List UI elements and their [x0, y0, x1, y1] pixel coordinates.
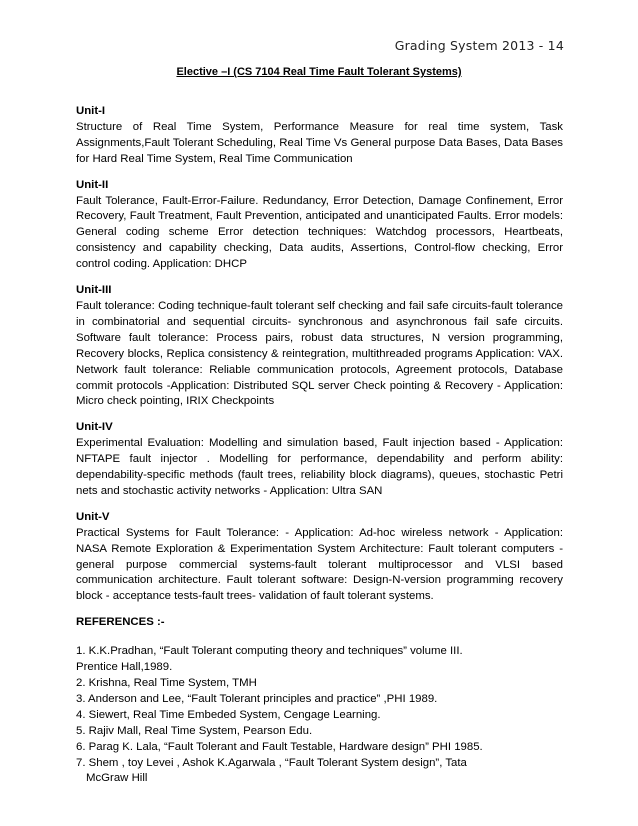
unit-section [76, 178, 563, 273]
unit-heading: Unit-I [76, 105, 106, 117]
unit-section [76, 510, 563, 605]
unit-description: Fault tolerance: Coding technique-fault tolerant self checking and fail safe circuits-fault tolerance in combinatorial and sequential circuits- synchronous and asynchronous fail safe circuits. Software fault tolerance: Process pairs, robust data structures, N version programming, Recovery blocks, Replica consistency & reintegration, multithreaded programs Application: VAX. Network fault tolerance: Reliable communication protocols, Agreement protocols, Database commit protocols -Application: Distributed SQL server Check pointing & Recovery - Application: Micro check pointing, IRIX Checkpoints [76, 299, 563, 408]
unit-section [76, 283, 563, 410]
unit-section [76, 104, 563, 168]
reference-item-continuation: Prentice Hall,1989. [76, 661, 173, 674]
unit-heading: Unit-III [76, 284, 112, 297]
references-list [76, 644, 563, 787]
unit-heading: Unit-II [76, 178, 109, 191]
references-heading: REFERENCES :- [76, 616, 165, 629]
unit-description: Experimental Evaluation: Modelling and simulation based, Fault injection based - Application: NFTAPE fault injector . Modelling for performance, dependability and perform ability: dependability-specific methods (fault trees, reliability block diagrams), queues, stochastic Petri nets and stochastic activity networks - Application: Ultra SAN [76, 437, 563, 497]
unit-heading: Unit-IV [76, 421, 113, 434]
reference-item: 6. Parag K. Lala, “Fault Tolerant and Fault Testable, Hardware design” PHI 1985. [76, 740, 483, 753]
reference-item: 2. Krishna, Real Time System, TMH [76, 677, 257, 689]
unit-description: Practical Systems for Fault Tolerance: - Application: Ad-hoc wireless network - Application: NASA Remote Exploration & Experimentation System Architecture: Fault tolerant computers - general purpose commercial systems-fault tolerant multiprocessor and VLSI based communication architecture. Fault tolerant software: Design-N-version programming recovery block - acceptance tests-fault trees- validation of fault tolerant systems. [76, 526, 563, 603]
reference-item: 7. Shem , toy Levei , Ashok K.Agarwala , “Fault Tolerant System design”, Tata [76, 756, 467, 769]
unit-description: Structure of Real Time System, Performance Measure for real time system, Task Assignments,Fault Tolerant Scheduling, Real Time Vs General purpose Data Bases, Data Bases for Hard Real Time System, Real Time Communication [76, 120, 563, 165]
reference-item-continuation: McGraw Hill [86, 772, 148, 785]
reference-item: 4. Siewert, Real Time Embeded System, Cengage Learning. [76, 708, 381, 721]
document-body [76, 104, 563, 787]
unit-section [76, 420, 563, 500]
document-title: Elective –I (CS 7104 Real Time Fault Tolerant Systems) [176, 66, 462, 78]
unit-heading: Unit-V [76, 510, 110, 523]
reference-item: 3. Anderson and Lee, “Fault Tolerant principles and practice” ,PHI 1989. [76, 692, 438, 705]
page-header-grading-system: Grading System 2013 - 14 [394, 38, 564, 53]
reference-item: 1. K.K.Pradhan, “Fault Tolerant computing theory and techniques” volume III. [76, 645, 463, 658]
unit-description: Fault Tolerance, Fault-Error-Failure. Redundancy, Error Detection, Damage Confinement, Error Recovery, Fault Treatment, Fault Prevention, anticipated and unanticipated Faults. Error models: General coding scheme Error detection techniques: Watchdog processors, Heartbeats, consistency and capability checking, Data audits, Assertions, Control-flow checking, Error control coding. Application: DHCP [76, 194, 563, 271]
reference-item: 5. Rajiv Mall, Real Time System, Pearson Edu. [76, 724, 313, 737]
